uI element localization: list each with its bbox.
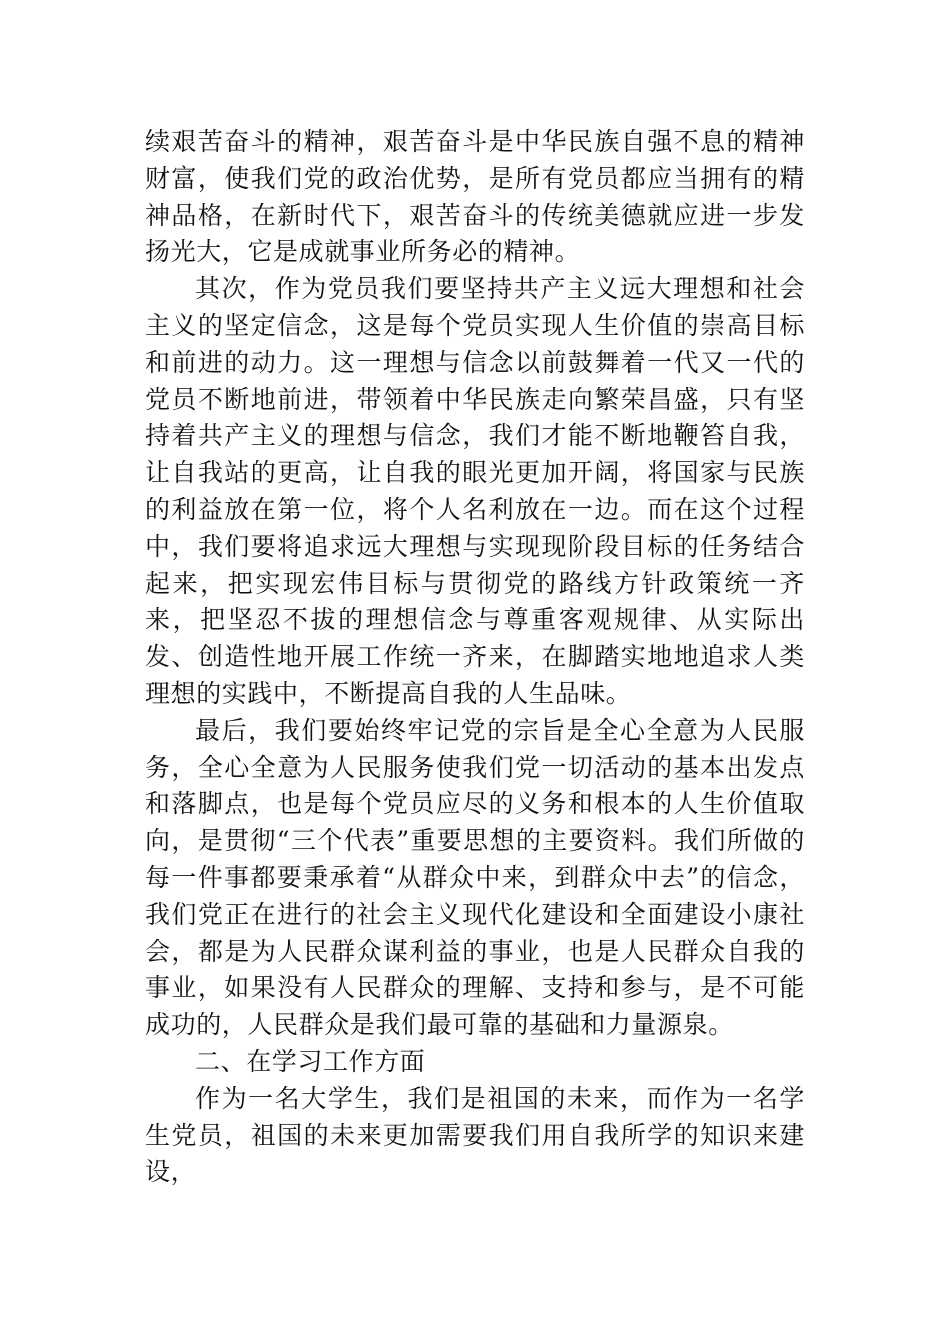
paragraph-continuation: 续艰苦奋斗的精神，艰苦奋斗是中华民族自强不息的精神财富，使我们党的政治优势，是所有党员都应当拥有的精神品格，在新时代下，艰苦奋斗的传统美德就应进一步发扬光大，它是成就事业所务必的精神。 xyxy=(145,127,805,267)
document-page xyxy=(145,124,805,1191)
paragraph-university-student: 作为一名大学生，我们是祖国的未来，而作为一名学生党员，祖国的未来更加需要我们用自我所学的知识来建设， xyxy=(145,1083,805,1187)
section-heading-study-and-work: 二、在学习工作方面 xyxy=(195,1046,426,1076)
paragraph-serve-the-people: 最后，我们要始终牢记党的宗旨是全心全意为人民服务，全心全意为人民服务使我们党一切活动的基本出发点和落脚点，也是每个党员应尽的义务和根本的人生价值取向，是贯彻“三个代表”重要思想的主要资料。我们所做的每一件事都要秉承着“从群众中来，到群众中去”的信念，我们党正在进行的社会主义现代化建设和全面建设小康社会，都是为人民群众谋利益的事业，也是人民群众自我的事业，如果没有人民群众的理解、支持和参与，是不可能成功的，人民群众是我们最可靠的基础和力量源泉。 xyxy=(145,715,805,1040)
paragraph-ideals-and-beliefs: 其次，作为党员我们要坚持共产主义远大理想和社会主义的坚定信念，这是每个党员实现人生价值的崇高目标和前进的动力。这一理想与信念以前鼓舞着一代又一代的党员不断地前进，带领着中华民族走向繁荣昌盛，只有坚持着共产主义的理想与信念，我们才能不断地鞭笞自我，让自我站的更高，让自我的眼光更加开阔，将国家与民族的利益放在第一位，将个人名利放在一边。而在这个过程中，我们要将追求远大理想与实现现阶段目标的任务结合起来，把实现宏伟目标与贯彻党的路线方针政策统一齐来，把坚忍不拔的理想信念与尊重客观规律、从实际出发、创造性地开展工作统一齐来，在脚踏实地地追求人类理想的实践中，不断提高自我的人生品味。 xyxy=(145,274,805,708)
